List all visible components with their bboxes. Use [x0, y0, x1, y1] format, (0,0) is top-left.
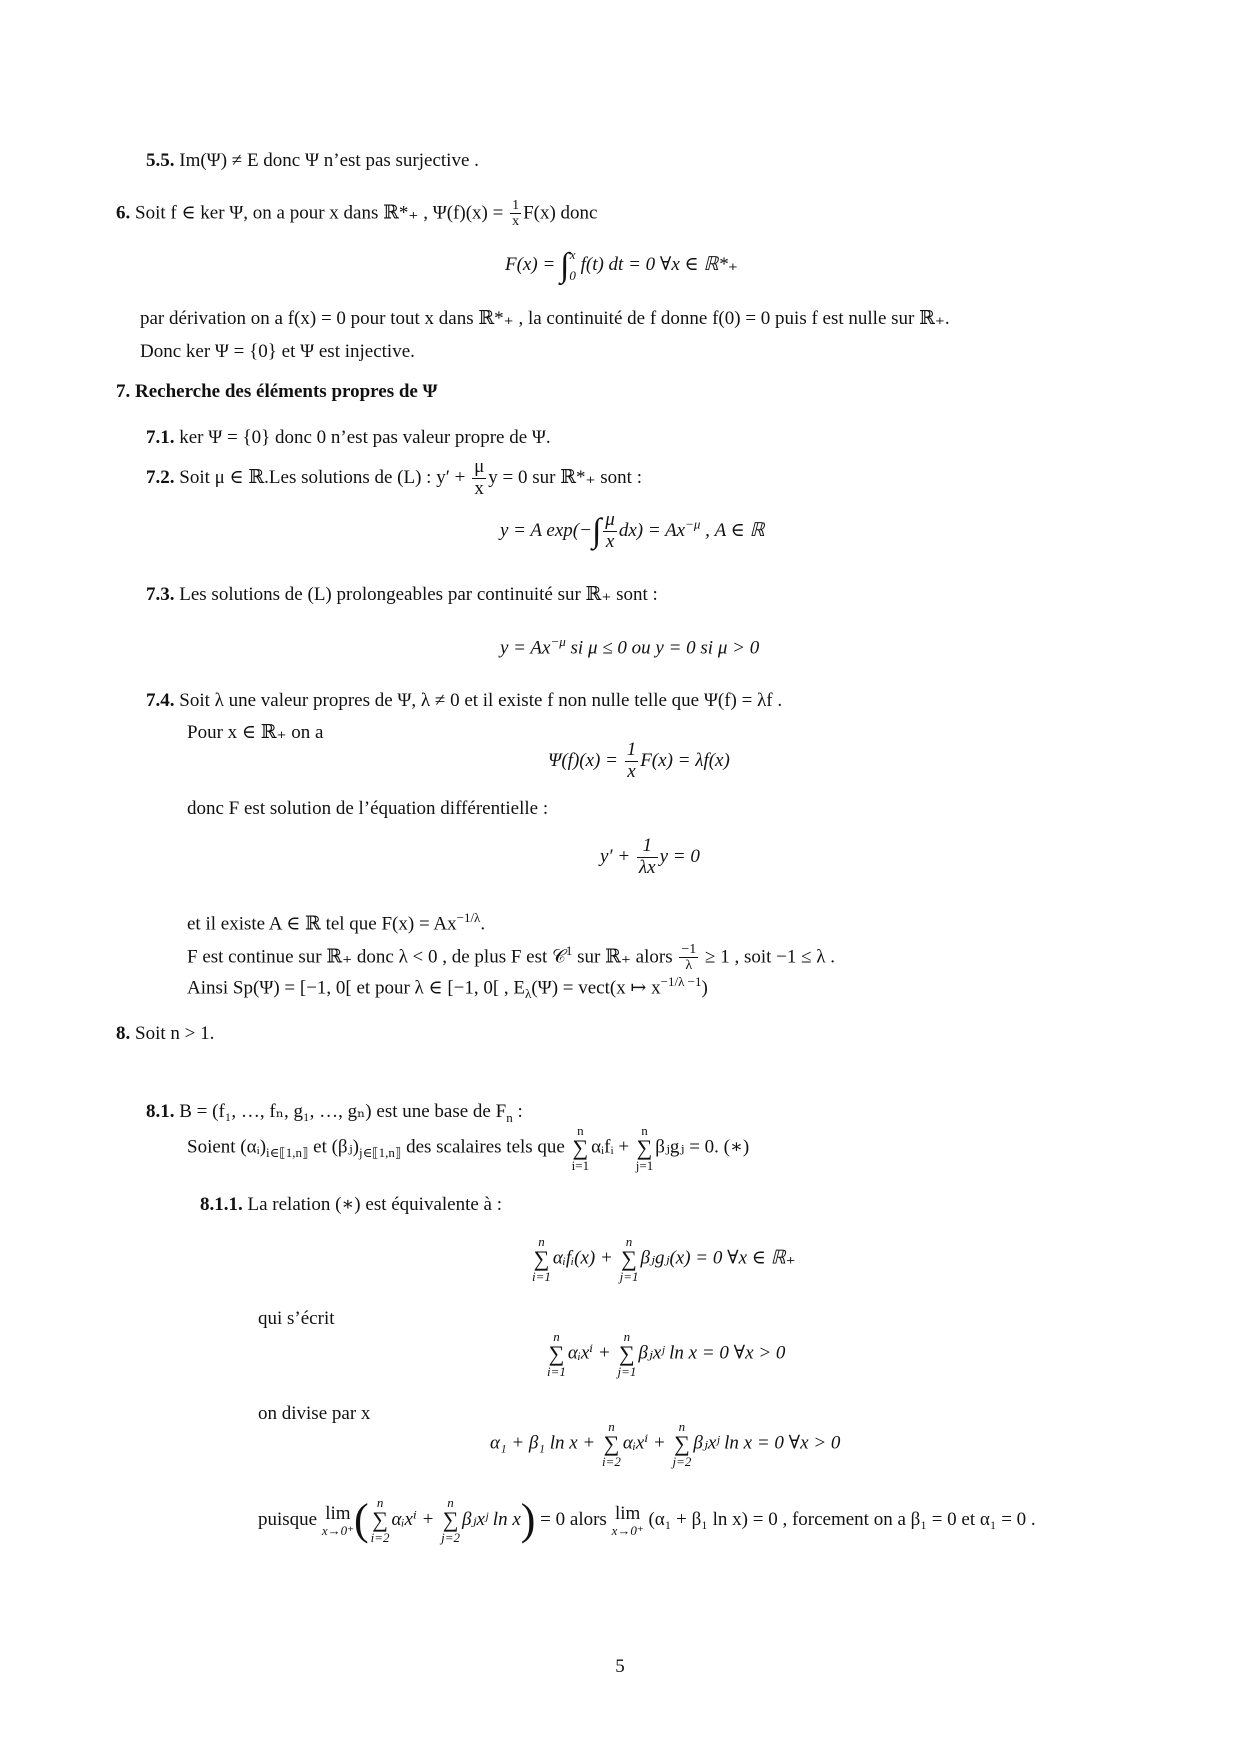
equation-differential: y′ + $\frac{1}{\lambda x}$ y = 0 [600, 835, 700, 878]
sum-symbol: n ∑ i=1 [547, 1329, 566, 1379]
equation-psi: Ψ(f)(x) = $\frac{1}{x}$ F(x) = λf(x) [548, 739, 730, 782]
sum-symbol: n ∑ j=2 [672, 1419, 692, 1469]
paragraph: donc F est solution de l’équation différentielle : [187, 798, 549, 819]
fraction: $\frac{\mu}{x}$ [605, 509, 615, 552]
paragraph: et il existe A ∈ ℝ tel que $F(x) = Ax^{-1/\lambda}$. [187, 910, 486, 935]
page-number: 5 [615, 1656, 625, 1677]
paragraph: qui s’écrit [258, 1308, 335, 1329]
fraction: $\frac{\mu}{x}$ [474, 456, 485, 499]
paragraph-text: Im(Ψ) ≠ E donc Ψ n’est pas surjective . [179, 150, 479, 171]
equation-integral: F(x) = ∫ x 0 f(t) dt = 0 ∀x ∈ ℝ*₊ [505, 246, 738, 284]
equation-relation: n ∑ i=1 αᵢfᵢ(x) + n ∑ j=1 βⱼgⱼ(x) = 0 ∀x ∈ ℝ₊ [532, 1234, 796, 1284]
sum-symbol: n ∑ i=2 [370, 1495, 390, 1546]
item-7-3: 7.3. Les solutions de (L) prolongeables par continuité sur ℝ₊ sont : [146, 584, 658, 605]
paragraph-text: Soit f ∈ ker Ψ, on a pour x dans ℝ*₊ , Ψ(f)(x) = [135, 202, 509, 224]
sum-symbol: n ∑ i=1 [571, 1123, 590, 1173]
equation-divided: α₁ + β₁ ln x + n ∑ i=2 αᵢxⁱ + n ∑ j=2 βⱼxʲ ln x = 0 ∀x > 0 [490, 1419, 841, 1469]
item-7-1: 7.1. ker Ψ = {0} donc 0 n’est pas valeur propre de Ψ. [146, 427, 551, 448]
fraction: $\frac{-1}{\lambda}$ [681, 942, 697, 974]
paragraph: par dérivation on a f(x) = 0 pour tout x dans ℝ*₊ , la continuité de f donne f(0) = 0 puis f est nulle sur ℝ₊. [140, 308, 950, 329]
fraction: $\frac{1}{x}$ [626, 739, 637, 782]
sum-symbol: n ∑ j=1 [619, 1234, 639, 1284]
limit: lim x→0⁺ [321, 1502, 354, 1538]
sum-symbol: n ∑ i=2 [602, 1419, 621, 1469]
section-heading: 7. Recherche des éléments propres de Ψ [116, 381, 438, 402]
paragraph: F est continue sur ℝ₊ donc λ < 0 , de plus F est 𝒞$^1$ sur ℝ₊ alors $\frac{-1}{\lambda}$ ≥ 1 , soit −1 ≤ λ . [187, 942, 836, 974]
paragraph: Soient $(\alpha ᵢ)_{i\in⟦1,n⟧}$ et $(\beta ⱼ)_{j\in⟦1,n⟧}$ des scalaires tels que n ∑ i=1 αᵢfᵢ + n ∑ j=1 βⱼgⱼ = 0. (∗) [187, 1123, 750, 1173]
paragraph: Pour x ∈ ℝ₊ on a [187, 722, 324, 743]
integral-sign: ∫ [560, 246, 570, 284]
item-8-1: 8.1. B = (f₁, …, fₙ, g₁, …, gₙ) est une base de $F_n$ : [146, 1101, 523, 1125]
paragraph: Ainsi Sp(Ψ) = [−1, 0[ et pour λ ∈ [−1, 0[ , $E_\lambda(\Psi)$ = vect(x ↦ $x^{-1/\lambda -1}$) [187, 974, 708, 1002]
section-number: 6. [116, 202, 131, 224]
section-number: 5.5. [146, 150, 175, 171]
item-7-2: 7.2. Soit μ ∈ ℝ.Les solutions de (L) : y′ + $\frac{\mu}{x}$ y = 0 sur ℝ*₊ sont : [146, 456, 642, 499]
equation-rewrite: n ∑ i=1 αᵢxⁱ + n ∑ j=1 βⱼxʲ ln x = 0 ∀x > 0 [547, 1329, 786, 1379]
sum-symbol: n ∑ j=1 [635, 1123, 654, 1173]
equation-solution: y = A exp(−∫ $\frac{\mu}{x}$ $dx) = Ax^{-\mu}$ , A ∈ ℝ [500, 509, 765, 552]
limit: lim x→0⁺ [611, 1502, 644, 1538]
paragraph-text: F(x) donc [523, 202, 598, 224]
equation-prolongeable: $y = Ax^{-\mu}$ si μ ≤ 0 ou y = 0 si μ > 0 [500, 634, 760, 659]
item-8: 8. Soit n > 1. [116, 1023, 215, 1044]
item-7-4: 7.4. Soit λ une valeur propres de Ψ, λ ≠ 0 et il existe f non nulle telle que Ψ(f) = λf . [146, 690, 783, 711]
fraction: $\frac{1}{x}$ [512, 198, 520, 230]
paragraph-limit: puisque lim x→0⁺ ( n ∑ i=2 αᵢxⁱ + n ∑ j=2 βⱼxʲ ln x) = 0 alors lim x→0⁺ (α₁ + β₁ ln x) = 0 , forcement on a β₁ = 0 et α₁ = 0 . [258, 1495, 1036, 1546]
sum-symbol: n ∑ j=2 [441, 1495, 460, 1546]
paragraph: Donc ker Ψ = {0} et Ψ est injective. [140, 341, 415, 362]
item-8-1-1: 8.1.1. La relation (∗) est équivalente à : [200, 1194, 503, 1215]
item-6 [116, 198, 597, 230]
fraction: $\frac{1}{\lambda x}$ [638, 835, 656, 878]
sum-symbol: n ∑ i=1 [532, 1234, 551, 1284]
paragraph: on divise par x [258, 1403, 371, 1424]
item-5-5 [146, 150, 479, 173]
sum-symbol: n ∑ j=1 [617, 1329, 637, 1379]
